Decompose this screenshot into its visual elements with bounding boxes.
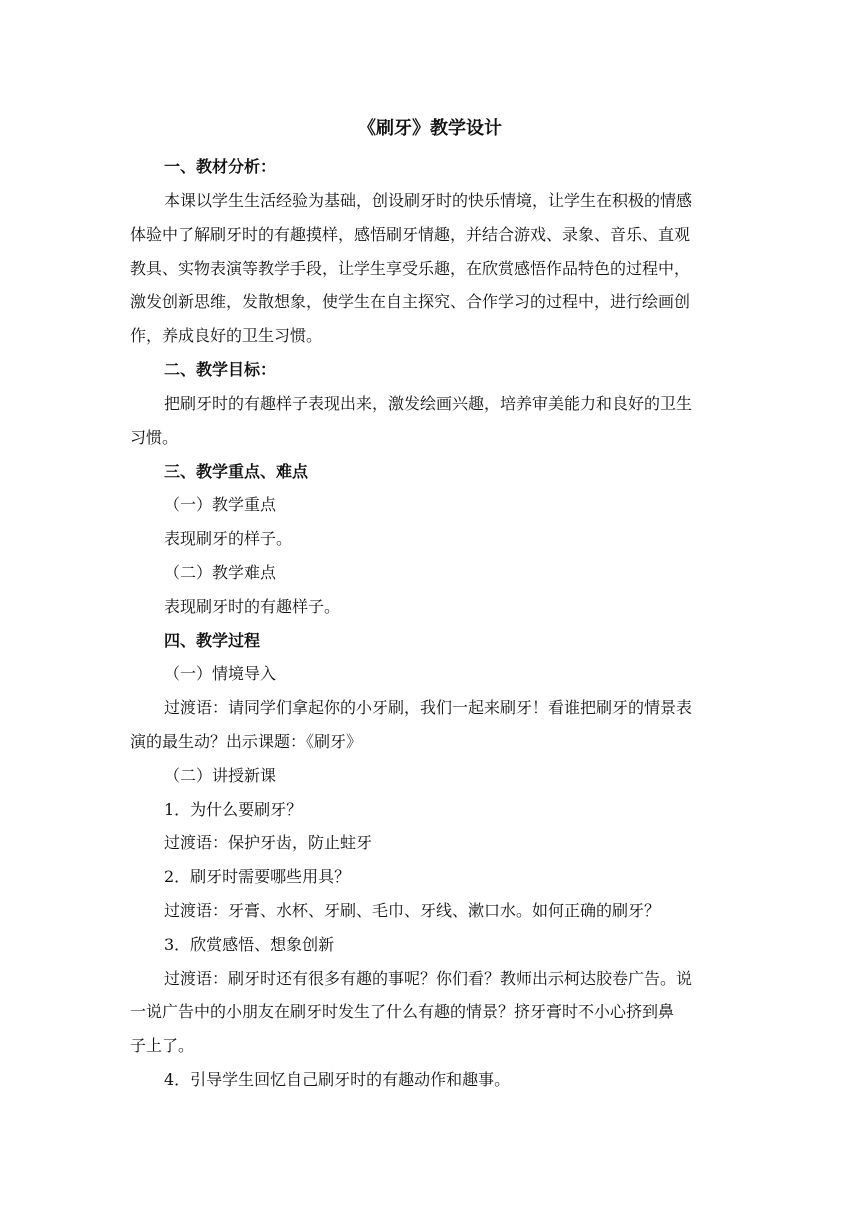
subheading-difficulty: （二）教学难点	[164, 563, 277, 582]
paragraph-line: 体验中了解刷牙时的有趣摸样，感悟刷牙情趣，并结合游戏、录象、音乐、直观	[130, 225, 691, 244]
paragraph-line: 过渡语：保护牙齿，防止蛀牙	[164, 833, 373, 852]
paragraph-line: 过渡语：请同学们拿起你的小牙刷，我们一起来刷牙！看谁把刷牙的情景表	[164, 698, 693, 717]
section-heading-goals: 二、教学目标：	[164, 360, 277, 379]
paragraph-line: 教具、实物表演等教学手段，让学生享受乐趣，在欣赏感悟作品特色的过程中，	[130, 259, 691, 278]
paragraph-line: 子上了。	[130, 1036, 195, 1055]
section-heading-process: 四、教学过程	[164, 631, 261, 650]
paragraph-line: 激发创新思维，发散想象，使学生在自主探究、合作学习的过程中，进行绘画创	[130, 292, 691, 311]
paragraph-line: 习惯。	[130, 428, 179, 447]
section-heading-key-points: 三、教学重点、难点	[164, 462, 309, 481]
paragraph-line: 一说广告中的小朋友在刷牙时发生了什么有趣的情景？挤牙膏时不小心挤到鼻	[130, 1002, 675, 1021]
paragraph-line: 把刷牙时的有趣样子表现出来，激发绘画兴趣，培养审美能力和良好的卫生	[164, 394, 693, 413]
paragraph-line: 表现刷牙的样子。	[164, 529, 293, 548]
list-item-question: 4．引导学生回忆自己刷牙时的有趣动作和趣事。	[164, 1070, 511, 1089]
subheading-new-lesson: （二）讲授新课	[164, 766, 277, 785]
paragraph-line: 表现刷牙时的有趣样子。	[164, 597, 341, 616]
paragraph-line: 本课以学生生活经验为基础，创设刷牙时的快乐情境，让学生在积极的情感	[164, 191, 693, 210]
list-item-question: 1．为什么要刷牙？	[164, 800, 303, 819]
subheading-intro: （一）情境导入	[164, 664, 277, 683]
paragraph-line: 作，养成良好的卫生习惯。	[130, 326, 323, 345]
subheading-key-point: （一）教学重点	[164, 495, 277, 514]
paragraph-line: 演的最生动？出示课题：《刷牙》	[130, 732, 363, 751]
section-heading-materials: 一、教材分析：	[164, 157, 277, 176]
list-item-question: 2．刷牙时需要哪些用具？	[164, 867, 351, 886]
list-item-question: 3．欣赏感悟、想象创新	[164, 935, 335, 954]
document-title: 《刷牙》教学设计	[358, 118, 502, 139]
paragraph-line: 过渡语：刷牙时还有很多有趣的事呢？你们看？教师出示柯达胶卷广告。说	[164, 969, 693, 988]
paragraph-line: 过渡语：牙膏、水杯、牙刷、毛巾、牙线、漱口水。如何正确的刷牙？	[164, 901, 661, 920]
